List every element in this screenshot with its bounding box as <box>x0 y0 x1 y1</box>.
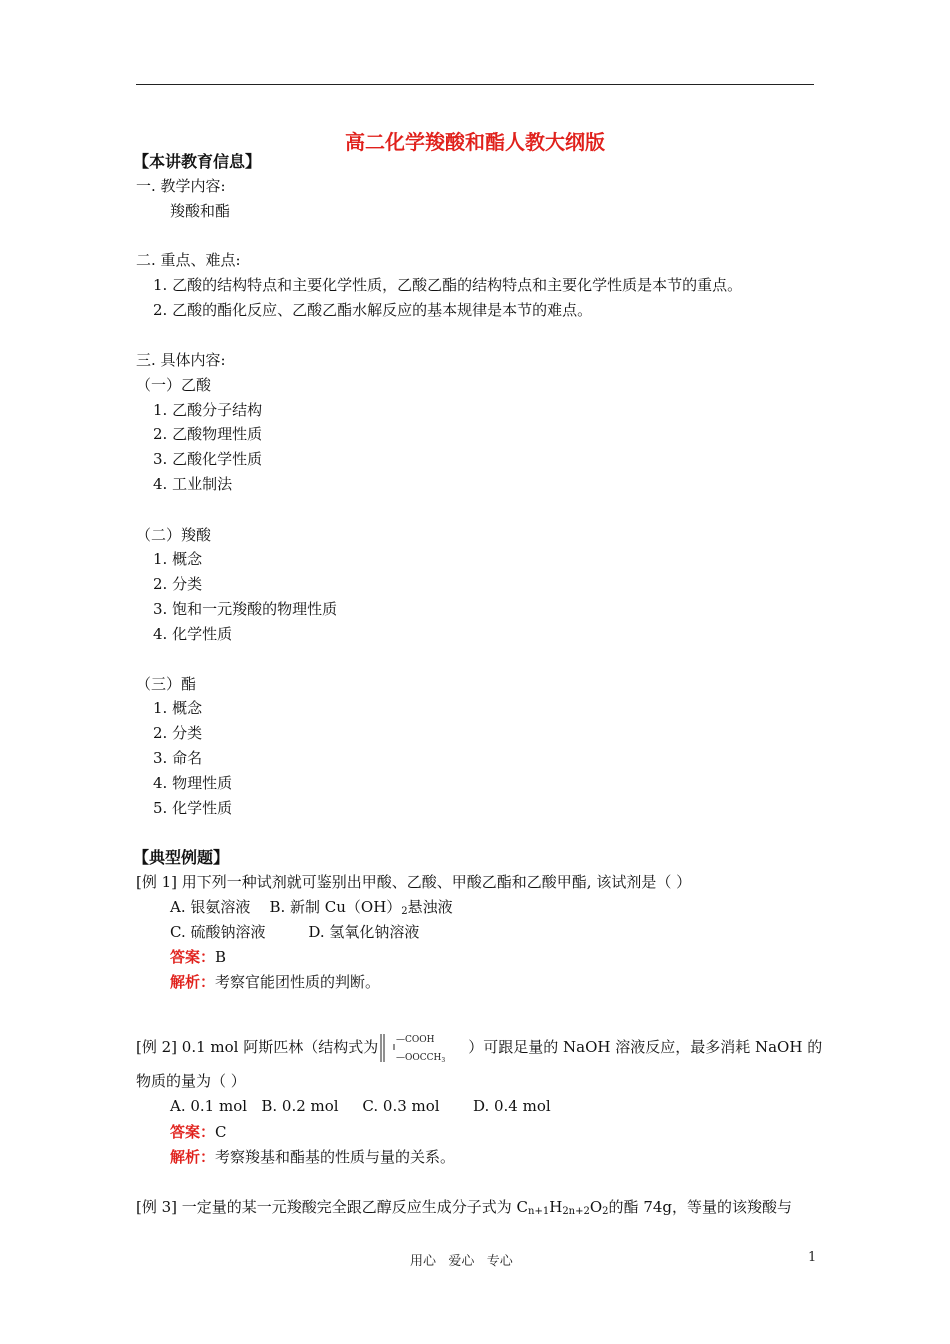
ex2-question-line2: 物质的量为（ ） <box>136 1072 246 1090</box>
g3-item: 1. 概念 <box>153 699 203 717</box>
s1-heading: 一. 教学内容: <box>136 177 226 195</box>
g1-item: 2. 乙酸物理性质 <box>153 425 263 443</box>
g3-item: 5. 化学性质 <box>153 799 233 817</box>
ex2-question-line1 <box>136 1030 822 1066</box>
ex1-option-b <box>269 898 452 916</box>
g3-heading: （三）酯 <box>136 675 197 693</box>
ex2-question-end: ）可跟足量的 NaOH 溶液反应，最多消耗 NaOH 的 <box>468 1038 823 1056</box>
ex1-analysis-text: 考察官能团性质的判断。 <box>215 973 381 991</box>
g2-item: 1. 概念 <box>153 550 203 568</box>
s3-heading: 三. 具体内容: <box>136 351 226 369</box>
svg-text:—OOCCH3 <box>396 1053 445 1064</box>
formula-bottom-group: —OOCCH <box>396 1053 442 1063</box>
formula-bottom-sub: 3 <box>441 1057 446 1064</box>
s1-body: 羧酸和酯 <box>170 202 231 220</box>
ex1-analysis <box>170 972 380 992</box>
g3-item: 4. 物理性质 <box>153 774 233 792</box>
ex3-oxygen: O <box>589 1198 603 1216</box>
ex2-question-start: [例 2] 0.1 mol 阿斯匹林（结构式为 <box>136 1038 379 1056</box>
aspirin-structure-formula <box>378 1030 468 1066</box>
g3-item: 3. 命名 <box>153 749 203 767</box>
ex1-option-d: D. 氢氧化钠溶液 <box>308 923 420 941</box>
g2-heading: （二）羧酸 <box>136 526 212 544</box>
ex2-analysis <box>170 1147 455 1167</box>
formula-top-group: —COOH <box>396 1035 435 1045</box>
g1-item: 1. 乙酸分子结构 <box>153 401 263 419</box>
analysis-label: 解析： <box>170 1148 216 1166</box>
ex2-answer <box>170 1122 227 1142</box>
ex2-answer-value: C <box>215 1123 227 1141</box>
page-number: 1 <box>808 1250 817 1265</box>
ex3-sub-carbon: n+1 <box>528 1206 550 1217</box>
ex3-question-end: 的酯 74g，等量的该羧酸与 <box>608 1198 793 1216</box>
footer-text: 用心 爱心 专心 <box>410 1254 513 1269</box>
ex3-hydrogen: H <box>549 1198 563 1216</box>
section-info-heading: 【本讲教育信息】 <box>133 152 262 171</box>
g3-item: 2. 分类 <box>153 724 203 742</box>
s2-item: 1. 乙酸的结构特点和主要化学性质，乙酸乙酯的结构特点和主要化学性质是本节的重点。 <box>153 276 743 294</box>
answer-label: 答案： <box>170 1123 216 1141</box>
ex1-option-a: A. 银氨溶液 <box>170 898 251 916</box>
answer-label: 答案： <box>170 948 216 966</box>
ex1-question: [例 1] 用下列一种试剂就可鉴别出甲酸、乙酸、甲酸乙酯和乙酸甲酯, 该试剂是（ ） <box>136 873 692 891</box>
analysis-label: 解析： <box>170 973 216 991</box>
g1-item: 4. 工业制法 <box>153 475 233 493</box>
ex1-answer <box>170 947 226 967</box>
ex1-answer-value: B <box>215 948 227 966</box>
g1-item: 3. 乙酸化学性质 <box>153 450 263 468</box>
ex1-option-b-tail: 悬浊液 <box>407 898 453 916</box>
ex1-option-b-sub: 2 <box>401 906 408 917</box>
g1-heading: （一）乙酸 <box>136 376 212 394</box>
ex1-option-b-text: B. 新制 Cu（OH） <box>269 898 402 916</box>
ex3-question-start: [例 3] 一定量的某一元羧酸完全跟乙醇反应生成分子式为 C <box>136 1198 529 1216</box>
ex1-option-c: C. 硫酸钠溶液 <box>170 923 266 941</box>
header-rule <box>136 84 814 85</box>
ex3-sub-oxygen: 2 <box>602 1206 609 1217</box>
ex3-question <box>136 1197 792 1222</box>
ex2-options: A. 0.1 mol B. 0.2 mol C. 0.3 mol D. 0.4 mol <box>170 1097 551 1115</box>
page-title: 高二化学羧酸和酯人教大纲版 <box>345 130 605 154</box>
s2-item: 2. 乙酸的酯化反应、乙酸乙酯水解反应的基本规律是本节的难点。 <box>153 301 593 319</box>
ex3-sub-hydrogen: 2n+2 <box>562 1206 590 1217</box>
s2-heading: 二. 重点、难点: <box>136 251 241 269</box>
g2-item: 4. 化学性质 <box>153 625 233 643</box>
ex1-options-row2 <box>170 922 419 942</box>
g2-item: 2. 分类 <box>153 575 203 593</box>
ex2-analysis-text: 考察羧基和酯基的性质与量的关系。 <box>215 1148 456 1166</box>
g2-item: 3. 饱和一元羧酸的物理性质 <box>153 600 338 618</box>
ex1-options-row1 <box>170 897 453 922</box>
section-examples-heading: 【典型例题】 <box>133 848 230 867</box>
